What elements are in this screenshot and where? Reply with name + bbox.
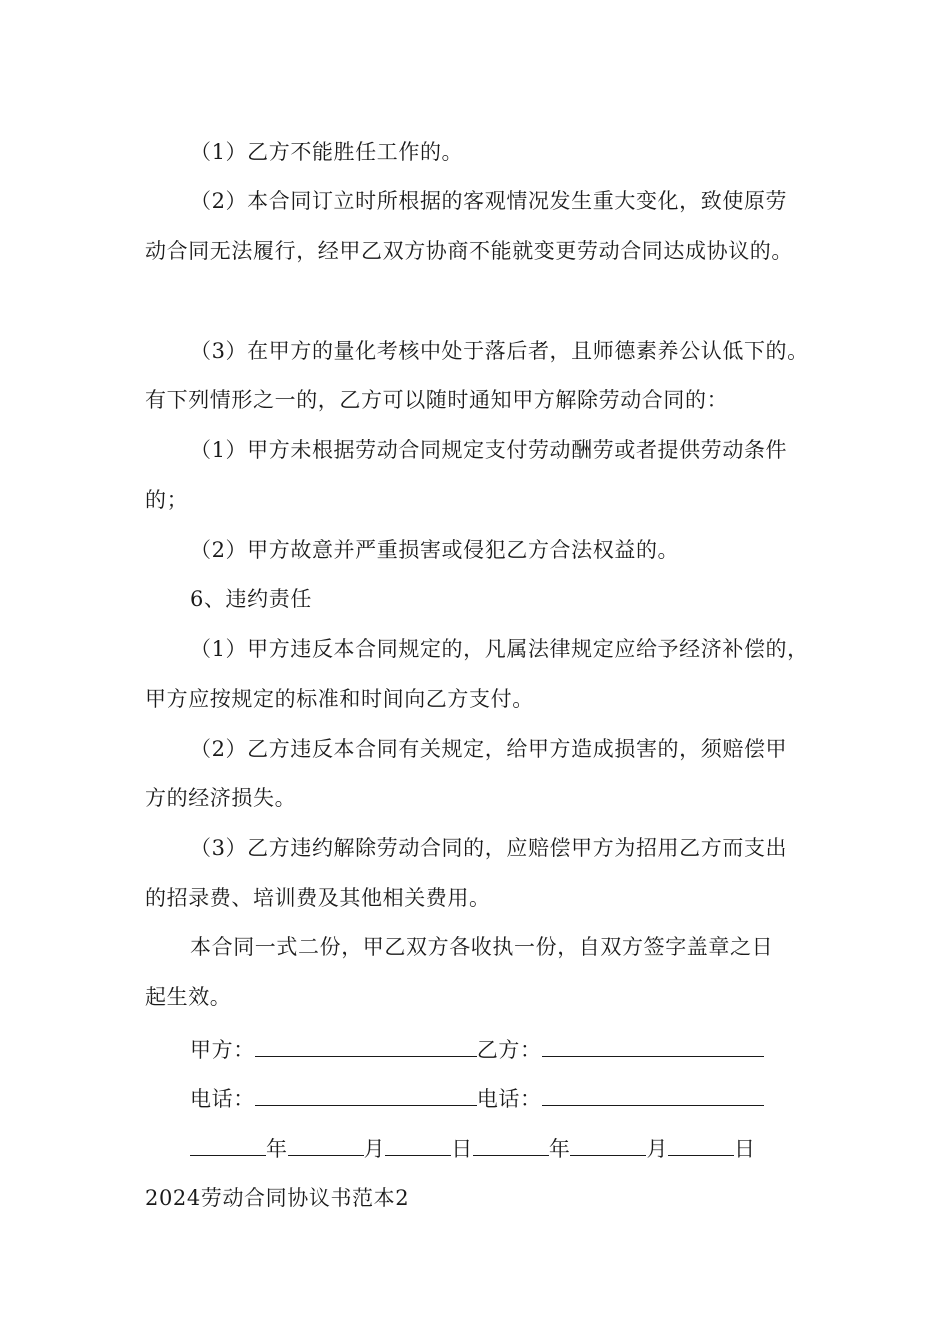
- employee-clause-2-text: （2）甲方故意并严重损害或侵犯乙方合法权益的。: [190, 538, 680, 562]
- section-heading-liability: 6、违约责任: [190, 587, 312, 611]
- employee-clause-1-line-2: 的；: [145, 488, 189, 512]
- clause-3-text: （3）在甲方的量化考核中处于落后者，且师德素养公认低下的。: [190, 339, 809, 363]
- signature-row-dates: [190, 1133, 756, 1164]
- date-b-month-label: 月: [646, 1137, 669, 1161]
- signature-row-phones: [190, 1083, 764, 1114]
- date-a-month-label: 月: [363, 1137, 386, 1161]
- employee-clause-1-line-1: （1）甲方未根据劳动合同规定支付劳动酬劳或者提供劳动条件: [190, 438, 788, 462]
- liability-clause-1-line-2: 甲方应按规定的标准和时间向乙方支付。: [145, 687, 534, 711]
- phone-a-line[interactable]: [255, 1083, 477, 1106]
- date-b-day-label: 日: [734, 1137, 756, 1161]
- next-document-title: 2024劳动合同协议书范本2: [145, 1186, 410, 1210]
- date-b-year-line[interactable]: [473, 1133, 549, 1156]
- date-a-month-line[interactable]: [288, 1133, 364, 1156]
- clause-2-line-2: 动合同无法履行，经甲乙双方协商不能就变更劳动合同达成协议的。: [145, 239, 793, 263]
- phone-b-line[interactable]: [542, 1083, 764, 1106]
- date-b-month-line[interactable]: [570, 1133, 646, 1156]
- employee-termination-intro: 有下列情形之一的，乙方可以随时通知甲方解除劳动合同的：: [145, 388, 729, 412]
- party-b-label: 乙方：: [476, 1038, 542, 1062]
- liability-clause-3-line-1: （3）乙方违约解除劳动合同的，应赔偿甲方为招用乙方而支出: [190, 836, 788, 860]
- party-a-label: 甲方：: [190, 1038, 255, 1062]
- liability-clause-3-line-2: 的招录费、培训费及其他相关费用。: [145, 886, 491, 910]
- date-b-year-label: 年: [548, 1137, 571, 1161]
- date-a-day-line[interactable]: [385, 1133, 451, 1156]
- liability-clause-2-line-2: 方的经济损失。: [145, 786, 297, 810]
- phone-b-label: 电话：: [476, 1087, 542, 1111]
- copies-clause-line-2: 起生效。: [145, 985, 232, 1009]
- party-b-signature-line[interactable]: [542, 1034, 764, 1057]
- signature-row-parties: [190, 1034, 764, 1065]
- date-a-year-line[interactable]: [190, 1133, 266, 1156]
- date-b-day-line[interactable]: [668, 1133, 734, 1156]
- copies-clause-line-1: 本合同一式二份，甲乙双方各收执一份，自双方签字盖章之日: [190, 935, 774, 959]
- clause-2-line-1: （2）本合同订立时所根据的客观情况发生重大变化，致使原劳: [190, 189, 788, 213]
- clause-1-text: （1）乙方不能胜任工作的。: [190, 140, 464, 164]
- date-a-day-label: 日: [451, 1137, 473, 1161]
- liability-clause-2-line-1: （2）乙方违反本合同有关规定，给甲方造成损害的，须赔偿甲: [190, 737, 788, 761]
- date-a-year-label: 年: [266, 1137, 288, 1161]
- liability-clause-1-line-1: （1）甲方违反本合同规定的，凡属法律规定应给予经济补偿的，: [190, 637, 809, 661]
- phone-a-label: 电话：: [190, 1087, 255, 1111]
- party-a-signature-line[interactable]: [255, 1034, 477, 1057]
